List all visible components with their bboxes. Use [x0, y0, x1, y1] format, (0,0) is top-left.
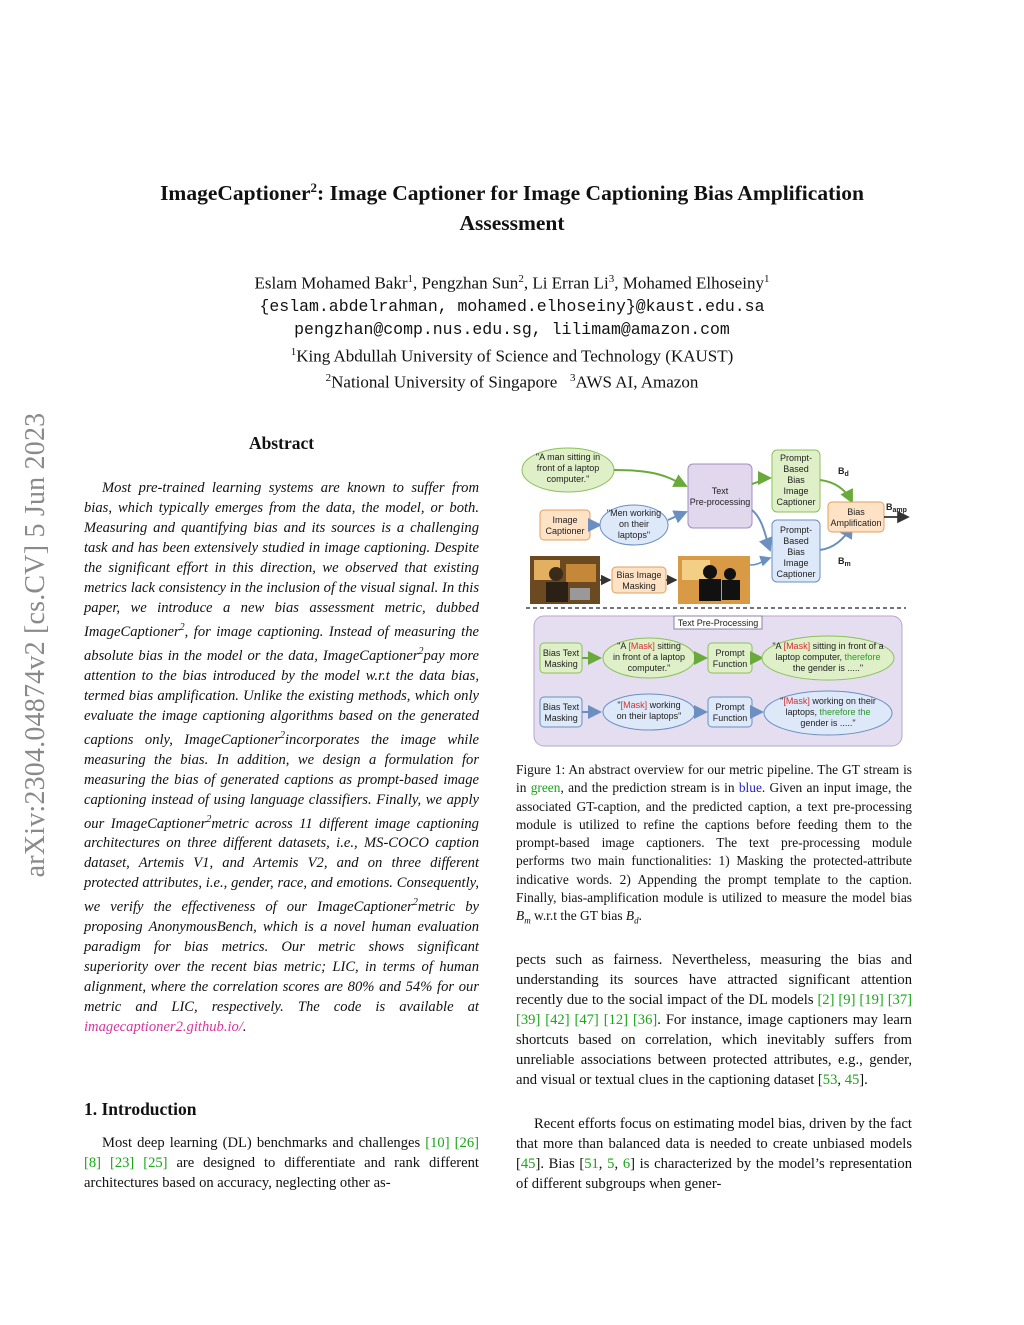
text-preprocessing-panel	[534, 616, 902, 746]
svg-text:Captioner: Captioner	[545, 526, 585, 536]
svg-text:computer.": computer."	[546, 474, 590, 484]
input-image	[530, 556, 600, 604]
svg-text:Prompt: Prompt	[715, 702, 745, 712]
svg-text:laptops, therefore the: laptops, therefore the	[785, 707, 871, 717]
svg-text:Image: Image	[783, 558, 809, 568]
citation-link[interactable]: [9]	[838, 992, 856, 1008]
label-bd: $B_d$	[838, 466, 849, 478]
citation-link[interactable]: [2]	[817, 992, 835, 1008]
citation-link[interactable]: 5	[607, 1156, 615, 1172]
svg-text:Bias Text: Bias Text	[542, 702, 580, 712]
citation-link[interactable]: 6	[622, 1156, 631, 1172]
svg-text:"[Mask] working: "[Mask] working	[617, 700, 681, 710]
label-bm: $B_m$	[838, 556, 851, 568]
svg-text:"A man sitting in: "A man sitting in	[535, 452, 601, 462]
text-preprocessing-box	[688, 464, 752, 528]
citation-link[interactable]: 53	[822, 1072, 838, 1088]
svg-text:computer.": computer."	[627, 663, 671, 673]
citation-link[interactable]: [47]	[574, 1012, 599, 1028]
svg-text:Text Pre-Processing: Text Pre-Processing	[677, 618, 759, 628]
svg-text:Bias Text: Bias Text	[542, 648, 580, 658]
prompt-based-captioner-gt	[772, 450, 820, 512]
svg-text:Prompt-: Prompt-	[779, 525, 813, 535]
svg-text:Pre-processing: Pre-processing	[689, 497, 751, 507]
intro-paragraph: Most deep learning (DL) benchmarks and challenges [10] [26] [8] [23] [25] are designed to differentiate and rank different architectures based on accuracy, neglecting other as-	[84, 1135, 479, 1191]
svg-text:on their: on their	[618, 519, 650, 529]
citation-link[interactable]: [25]	[143, 1155, 168, 1171]
svg-text:"A [Mask] sitting in front of: "A [Mask] sitting in front of a	[772, 641, 884, 651]
gt-caption-cloud	[522, 448, 614, 492]
label-bamp: $B_{amp}$	[886, 502, 907, 514]
citation-link[interactable]: 45	[844, 1072, 860, 1088]
svg-text:Based: Based	[783, 464, 809, 474]
svg-text:laptops": laptops"	[617, 530, 651, 540]
svg-text:Function: Function	[712, 713, 748, 723]
prompt-based-captioner-pred	[772, 520, 820, 582]
abstract-heading: Abstract	[248, 433, 315, 453]
arxiv-stamp: arXiv:2304.04874v2 [cs.CV] 5 Jun 2023	[20, 412, 51, 878]
svg-text:Captioner: Captioner	[776, 497, 816, 507]
citation-link[interactable]: [36]	[632, 1012, 658, 1028]
citation-link[interactable]: 45	[520, 1156, 536, 1172]
citation-link[interactable]: [10]	[425, 1135, 450, 1151]
svg-text:Image: Image	[552, 515, 578, 525]
svg-text:Amplification: Amplification	[830, 518, 882, 528]
bias-image-masking-box	[612, 567, 666, 593]
affiliation-1: $^1$King Abdullah University of Science and Technology (KAUST)	[290, 345, 734, 366]
paper-title: ImageCaptioner$^2$: Image Captioner for Image Captioning Bias Amplification Assessment	[160, 180, 864, 236]
affiliation-2-3: $^2$National University of Singapore $^3$AWS AI, Amazon	[325, 372, 699, 392]
svg-text:"[Mask] working on their: "[Mask] working on their	[780, 696, 876, 706]
right-column-paragraph-2: Recent efforts focus on estimating model bias, driven by the fact that more than balanced data is needed to create unbiased models [45]. Bias [51, 5, 6] is characterized by the model’s representation of different subgroups when gener-	[516, 1116, 912, 1192]
code-link[interactable]: imagecaptioner2.github.io/	[84, 1019, 243, 1036]
svg-text:Prompt-: Prompt-	[779, 453, 813, 463]
svg-text:Image: Image	[783, 486, 809, 496]
citation-link[interactable]: [39]	[516, 1012, 541, 1028]
svg-text:Bias Image: Bias Image	[616, 570, 662, 580]
citation-link[interactable]: [37]	[887, 992, 913, 1008]
citation-link[interactable]: [42]	[545, 1012, 570, 1028]
svg-text:Masking: Masking	[544, 659, 578, 669]
svg-text:Masking: Masking	[622, 581, 656, 591]
author-block	[80, 268, 944, 394]
svg-text:front of a laptop: front of a laptop	[536, 463, 600, 473]
svg-text:Prompt: Prompt	[715, 648, 745, 658]
svg-text:in front of a laptop: in front of a laptop	[612, 652, 686, 662]
citation-link[interactable]: [8]	[84, 1155, 102, 1171]
bias-amplification-box	[828, 502, 884, 532]
svg-text:Bias: Bias	[847, 507, 865, 517]
svg-text:on their laptops": on their laptops"	[616, 711, 682, 721]
author-email-line-1: {eslam.abdelrahman, mohamed.elhoseiny}@kaust.edu.sa	[259, 296, 765, 316]
abstract-text: Most pre-trained learning systems are known to suffer from bias, which typically emerges from the data, the model, or both. Measuring and quantifying bias and its sources is a challenging task and has been extensively studied in image captioning. Despite the significant effort in this direction, we observed that existing metrics lack consistency in the inclusion of the visual signal. In this paper, we introduce a new bias assessment metric, dubbed ImageCaptioner$^2$, for image captioning. Instead of measuring the absolute bias in the model or the data, ImageCaptioner$^2$pay more attention to the bias introduced by the model w.r.t the data bias, termed bias amplification. Unlike the existing methods, which only evaluate the image captioning algorithms based on the generated captions only, ImageCaptioner$^2$incorporates the image while measuring the bias. In addition, we design a formulation for measuring the bias of generated captions as prompt-based image captioning instead of using language classifiers. Finally, we apply our ImageCaptioner$^2$metric across 11 different image captioning architectures on three different datasets, i.e., MS-COCO caption dataset, Artemis V1, and Artemis V2, and on three different protected attributes, i.e., gender, race, and emotions. Consequently, we verify the effectiveness of our ImageCaptioner$^2$metric by proposing AnonymousBench, which is a novel human evaluation paradigm for bias metrics. Our metric shows significant superiority over the recent bias metric; LIC, in terms of human alignment, where the correlation scores are 80% and 54% for our metric and LIC, respectively. The code is available at imagecaptioner2.github.io/.	[84, 480, 479, 1036]
author-email-line-2: pengzhan@comp.nus.edu.sg, lilimam@amazon.com	[294, 319, 730, 339]
section-heading-introduction: 1. Introduction	[84, 1099, 197, 1119]
masked-image	[678, 556, 750, 604]
figure-caption: Figure 1: An abstract overview for our metric pipeline. The GT stream is in green, and the prediction stream is in blue. Given an input image, the associated GT-caption, and the predicted caption, a text pre-processing module is utilized to refine the captions before feeding them to the prompt-based image captioners. The text pre-processing module performs two main functionalities: 1) Masking the protected-attribute indicative words. 2) Appending the prompt template to the caption. Finally, bias-amplification module is utilized to measure the model bias $B_m$ w.r.t the GT bias $B_d$.	[516, 762, 912, 927]
svg-text:the gender is .....": the gender is ....."	[792, 663, 864, 673]
svg-text:Masking: Masking	[544, 713, 578, 723]
svg-text:Text: Text	[711, 486, 729, 496]
svg-text:Bias: Bias	[787, 475, 805, 485]
svg-text:Based: Based	[783, 536, 809, 546]
pipeline-figure	[516, 440, 916, 750]
citation-link[interactable]: 51	[584, 1156, 599, 1172]
svg-text:Captioner: Captioner	[776, 569, 816, 579]
image-captioner-box	[540, 510, 590, 540]
svg-text:laptop computer, therefore: laptop computer, therefore	[775, 652, 881, 662]
svg-text:gender is .....": gender is ....."	[800, 718, 856, 728]
author-names: Eslam Mohamed Bakr$^1$, Pengzhan Sun$^2$, Li Erran Li$^3$, Mohamed Elhoseiny$^1$	[254, 273, 770, 293]
citation-link[interactable]: [12]	[603, 1012, 629, 1028]
svg-text:Bias: Bias	[787, 547, 805, 557]
svg-text:Function: Function	[712, 659, 748, 669]
citation-link[interactable]: [19]	[859, 992, 884, 1008]
svg-text:"A [Mask] sitting: "A [Mask] sitting	[617, 641, 681, 651]
svg-text:"Men working: "Men working	[606, 508, 662, 518]
citation-link[interactable]: [23]	[109, 1155, 135, 1171]
citation-link[interactable]: [26]	[454, 1135, 479, 1151]
right-column-paragraph-1: pects such as fairness. Nevertheless, measuring the bias and understanding its sources have attracted significant attention recently due to the social impact of the DL models [2] [9] [19] [37] [39] [42] [47] [12] [36]. For instance, image captioners may learn shortcuts based on correlation, which inevitably suffers from unreliable associations between protected attributes, e.g., gender, and visual or textual clues in the captioning dataset [53, 45].	[516, 952, 913, 1088]
predicted-caption-cloud	[600, 505, 668, 545]
